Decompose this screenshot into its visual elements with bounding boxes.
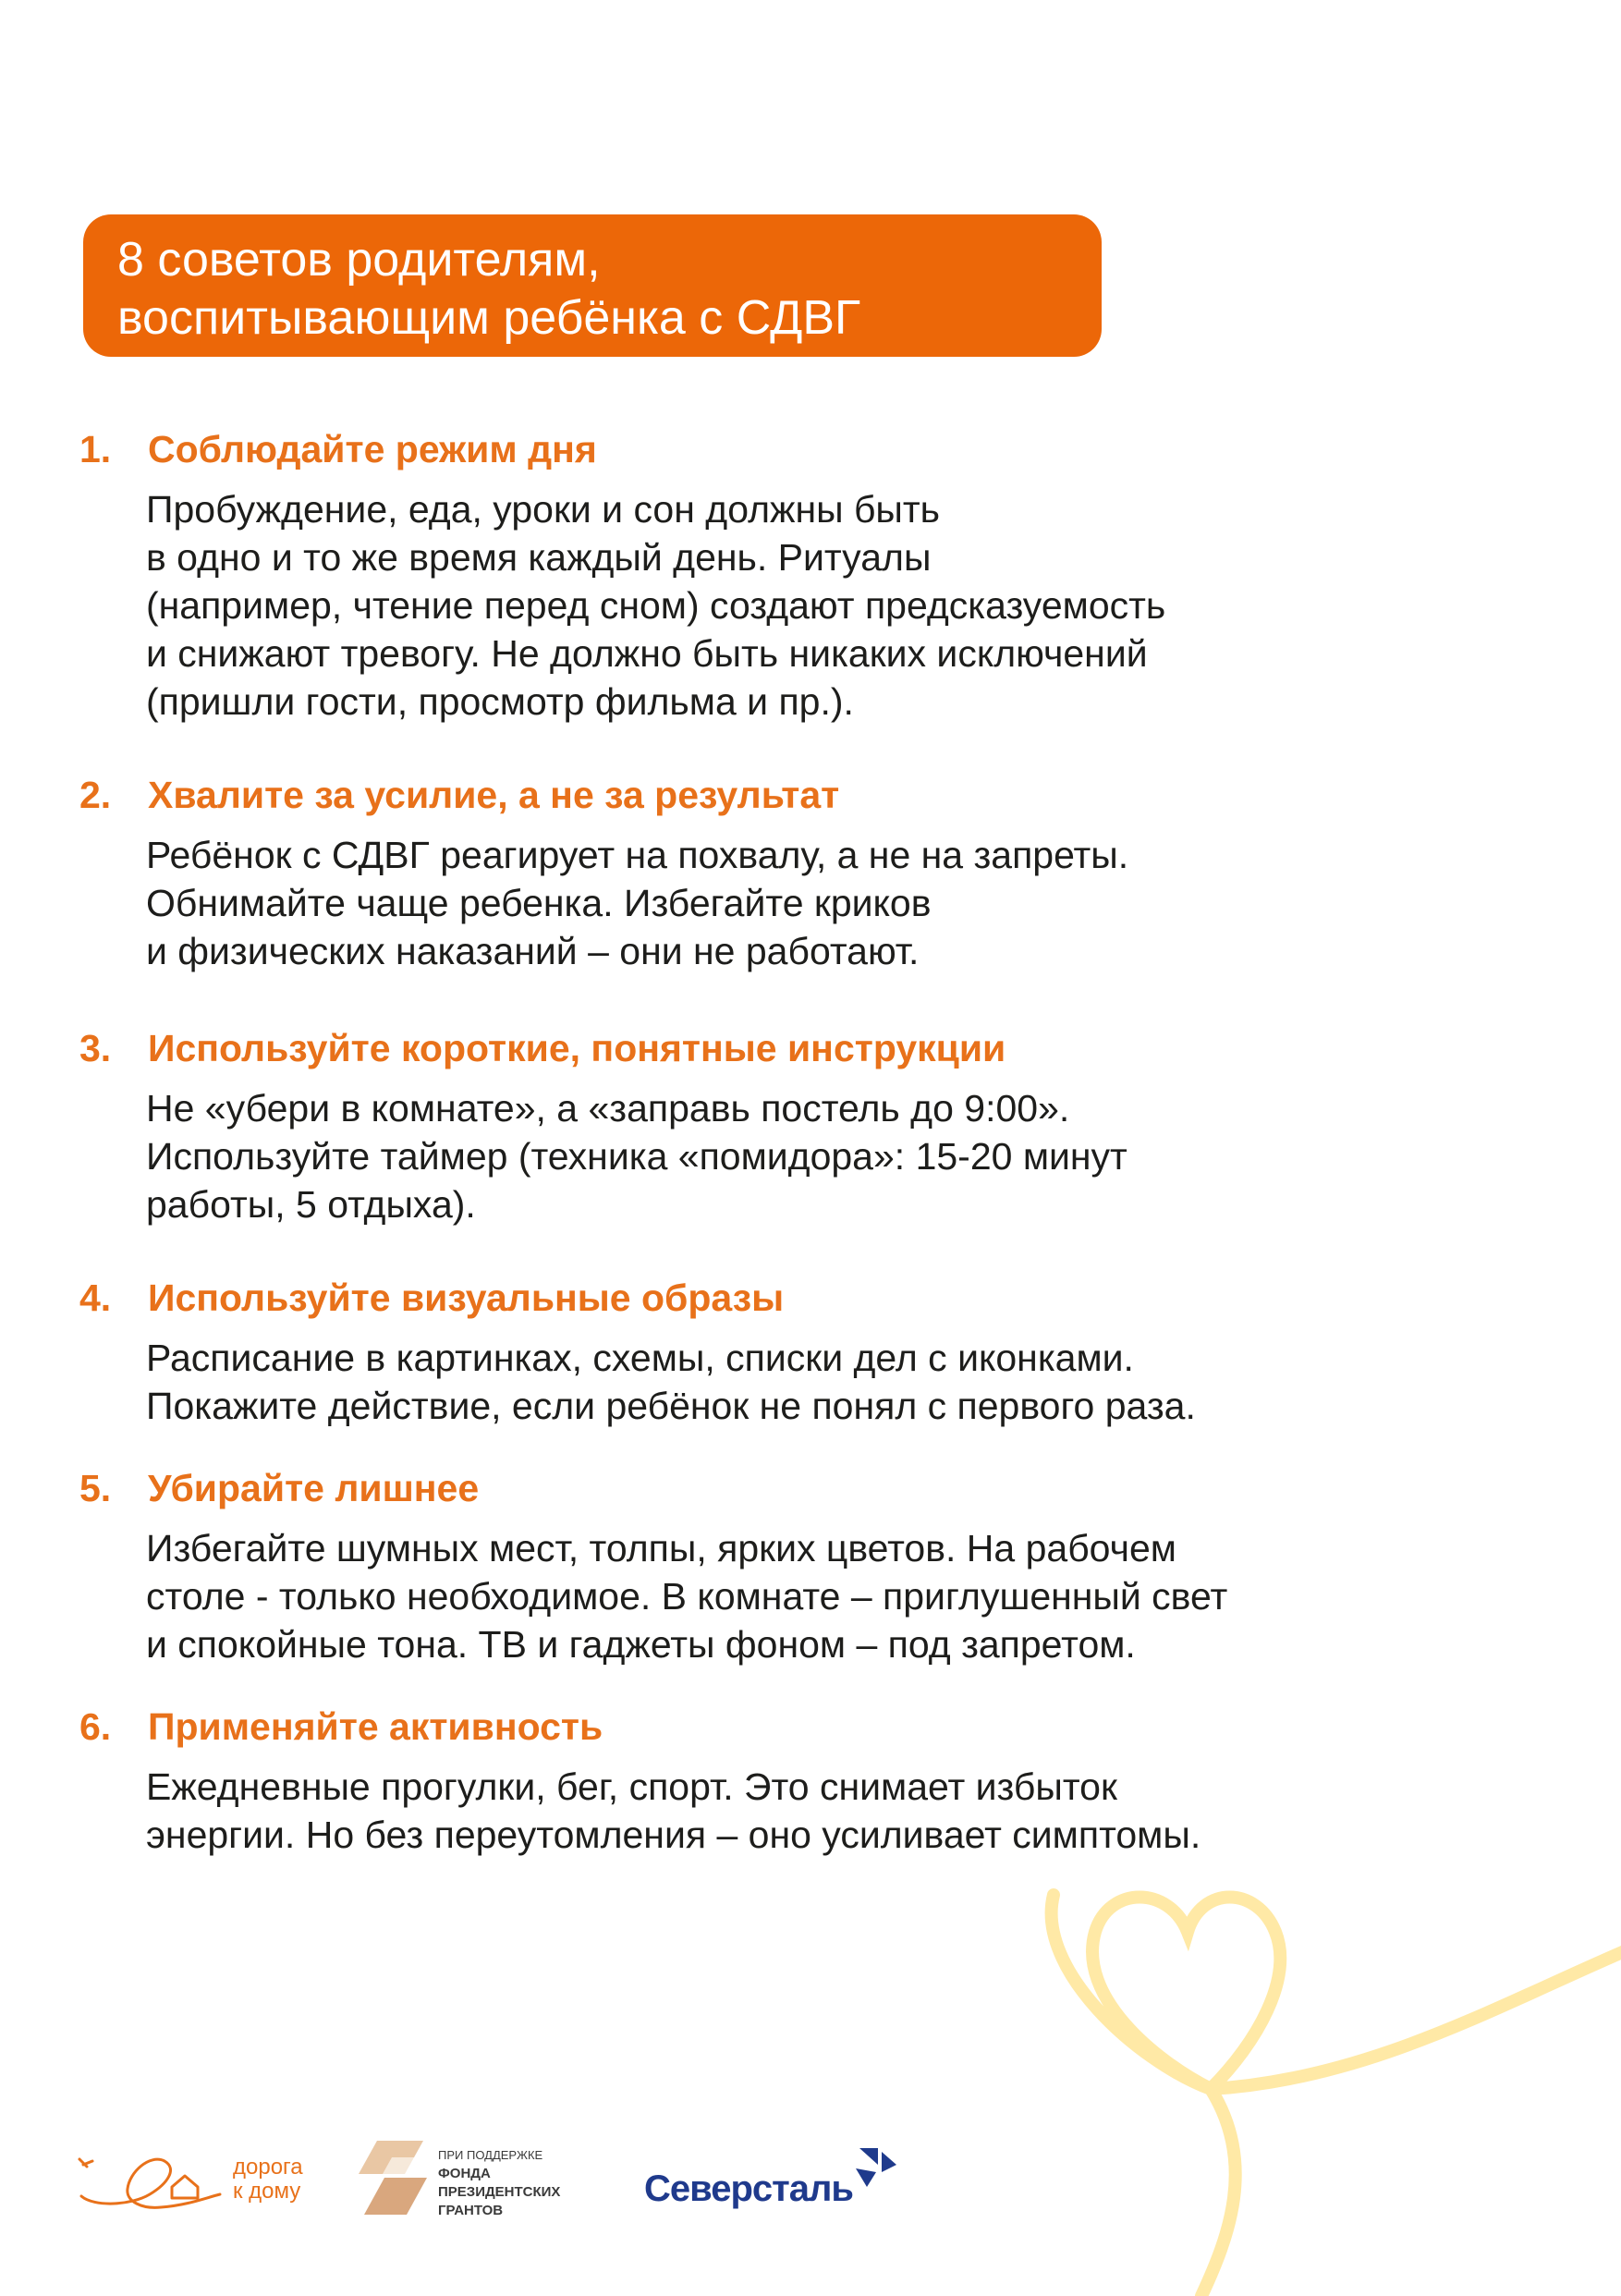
tip-line: Не «убери в комнате», а «заправь постель до 9:00». (146, 1087, 1070, 1130)
tip-number: 1. (79, 428, 112, 470)
tip-line: работы, 5 отдыха). (146, 1183, 476, 1226)
tip-line: Покажите действие, если ребёнок не понял с первого раза. (146, 1385, 1196, 1427)
tip-title: Применяйте активность (148, 1705, 603, 1748)
tip-line: Пробуждение, еда, уроки и сон должны быть (146, 488, 941, 531)
pfpg-line-4: ГРАНТОВ (438, 2203, 504, 2218)
doroga-line-2: к дому (233, 2179, 301, 2204)
tip-line: Расписание в картинках, схемы, списки дел с иконками. (146, 1337, 1134, 1379)
tip-line: Избегайте шумных мест, толпы, ярких цветов. На рабочем (146, 1527, 1176, 1569)
tip-body (146, 1763, 1577, 1859)
pfpg-line-1: ПРИ ПОДДЕРЖКЕ (438, 2148, 543, 2162)
pfpg-line-2: ФОНДА (438, 2166, 491, 2181)
tip-line: и снижают тревогу. Не должно быть никаких исключений (146, 632, 1148, 675)
tip-3 (79, 1027, 1577, 1228)
tip-number: 6. (79, 1705, 112, 1748)
tip-number: 5. (79, 1467, 112, 1509)
tip-title: Соблюдайте режим дня (148, 428, 597, 470)
tip-line: Обнимайте чаще ребенка. Избегайте криков (146, 882, 932, 924)
tip-line: и спокойные тона. ТВ и гаджеты фоном – под запретом. (146, 1623, 1136, 1666)
severstal-logo-text: Северсталь (644, 2168, 853, 2209)
tip-body (146, 831, 1577, 975)
doroga-line-1: дорога (233, 2155, 303, 2180)
tip-number: 4. (79, 1276, 112, 1319)
tip-6 (79, 1705, 1577, 1859)
title-line-1: 8 советов родителям, (117, 233, 601, 287)
tip-line: (например, чтение перед сном) создают предсказуемость (146, 584, 1166, 627)
tip-body (146, 1334, 1577, 1430)
tip-line: Ежедневные прогулки, бег, спорт. Это снимает избыток (146, 1765, 1117, 1808)
doroga-logo-text (233, 2156, 303, 2204)
tip-title: Используйте визуальные образы (148, 1276, 785, 1319)
tip-line: и физических наказаний – они не работают. (146, 930, 920, 972)
tip-line: в одно и то же время каждый день. Ритуалы (146, 536, 932, 579)
tip-title: Убирайте лишнее (148, 1467, 480, 1509)
tip-body (146, 485, 1577, 726)
title-banner (83, 214, 1102, 357)
tip-number: 3. (79, 1027, 112, 1069)
tip-line: (пришли гости, просмотр фильма и пр.). (146, 680, 854, 723)
tip-line: Ребёнок с СДВГ реагирует на похвалу, а не на запреты. (146, 834, 1129, 876)
tip-number: 2. (79, 774, 112, 816)
tip-title: Используйте короткие, понятные инструкции (148, 1027, 1006, 1069)
house-road-logo-icon (76, 2141, 224, 2215)
tip-4 (79, 1276, 1577, 1430)
severstal-logo-icon (850, 2144, 900, 2191)
tip-line: энергии. Но без переутомления – оно усиливает симптомы. (146, 1814, 1201, 1856)
footer-logos (0, 2117, 1621, 2255)
tip-5 (79, 1467, 1577, 1668)
tip-body (146, 1524, 1577, 1668)
pfpg-line-3: ПРЕЗИДЕНТСКИХ (438, 2184, 561, 2200)
tip-1 (79, 428, 1577, 726)
pfpg-logo-text (438, 2146, 560, 2220)
tip-title: Хвалите за усилие, а не за результат (148, 774, 840, 816)
tip-2 (79, 774, 1577, 975)
tip-line: Используйте таймер (техника «помидора»: 15-20 минут (146, 1135, 1127, 1178)
tips-list (79, 428, 1577, 1859)
title-line-2: воспитывающим ребёнка с СДВГ (117, 291, 861, 345)
tip-line: столе - только необходимое. В комнате – приглушенный свет (146, 1575, 1228, 1618)
pfpg-logo-icon (357, 2137, 429, 2218)
tip-body (146, 1084, 1577, 1228)
